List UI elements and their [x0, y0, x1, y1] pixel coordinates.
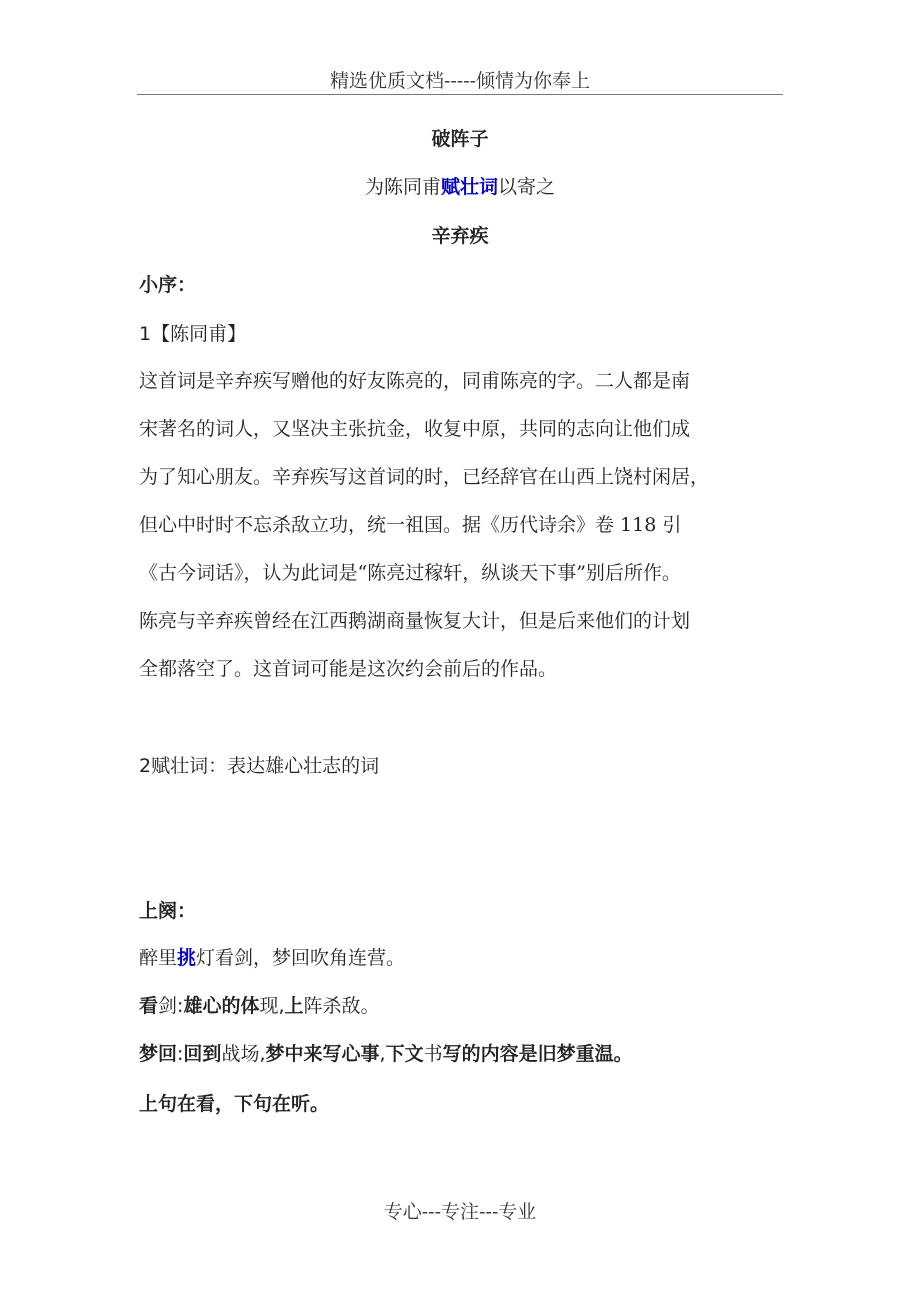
note1-line-4: 但心中时时不忘杀敌立功，统一祖国。据《历代诗余》卷 118 引 [139, 514, 682, 536]
kanjian-h: 阵杀敌。 [303, 995, 380, 1017]
note1-number: 1 [139, 323, 152, 345]
note1-line-6: 陈亮与辛弃疾曾经在江西鹅湖商量恢复大计，但是后来他们的计划 [139, 610, 691, 632]
upper-summary: 上句在看，下句在听。 [139, 1093, 330, 1115]
kanjian-e: 现 [259, 995, 279, 1017]
kanjian-b: 剑 [158, 995, 178, 1017]
header-divider [137, 94, 783, 95]
menghui-e: , [259, 1043, 266, 1065]
poem-title: 破阵子 [431, 128, 489, 150]
preface-heading: 小序： [139, 274, 197, 296]
verse-after: 灯看剑，梦回吹角连营。 [196, 947, 406, 969]
subtitle-link[interactable]: 赋壮词 [440, 176, 498, 198]
kanjian-d: 雄心的体 [183, 995, 260, 1017]
menghui-g: , [379, 1043, 386, 1065]
verse-before: 醉里 [139, 947, 178, 969]
note1-line-1: 这首词是辛弃疾写赠他的好友陈亮的，同甫陈亮的字。二人都是南 [139, 370, 691, 392]
note1-line-2: 宋著名的词人，又坚决主张抗金，收复中原，共同的志向让他们成 [139, 418, 691, 440]
subtitle-after: 以寄之 [498, 176, 556, 198]
note1-line-5: 《古今词话》，认为此词是“陈亮过稼轩，纵谈天下事”别后所作。 [139, 562, 681, 584]
upper-verse [139, 943, 405, 970]
note2 [139, 751, 379, 778]
note1-line-3: 为了知心朋友。辛弃疾写这首词的时，已经辞官在山西上饶村闲居， [139, 466, 710, 488]
kanjian-g: 上 [284, 995, 304, 1017]
kanjian-a: 看 [139, 995, 159, 1017]
verse-link[interactable]: 挑 [177, 947, 197, 969]
page-header: 精选优质文档-----倾情为你奉上 [329, 70, 591, 92]
note1-line-7: 全都落空了。这首词可能是这次约会前后的作品。 [139, 658, 558, 680]
note2-text: 赋壮词：表达雄心壮志的词 [151, 755, 380, 777]
kanjian-f: , [278, 995, 285, 1017]
kanjian-c: : [177, 995, 184, 1017]
menghui-c: 回到 [183, 1043, 222, 1065]
page-footer: 专心---专注---专业 [383, 1201, 537, 1223]
poem-author: 辛弃疾 [431, 225, 489, 247]
note1-title: 【陈同甫】 [151, 323, 247, 345]
menghui-note [139, 1039, 633, 1066]
note1-heading [139, 319, 246, 346]
menghui-a: 梦回 [139, 1043, 178, 1065]
menghui-f: 梦中来写心事 [265, 1043, 380, 1065]
menghui-h: 下文 [385, 1043, 424, 1065]
menghui-i: 书 [423, 1043, 443, 1065]
upper-heading: 上阕： [139, 900, 197, 922]
subtitle-before: 为陈同甫 [364, 176, 441, 198]
menghui-d: 战场 [221, 1043, 260, 1065]
menghui-j: 写的内容是旧梦重温。 [442, 1043, 633, 1065]
kanjian-note [139, 991, 380, 1018]
note2-number: 2 [139, 755, 152, 777]
poem-subtitle [0, 172, 920, 199]
menghui-b: : [177, 1043, 184, 1065]
